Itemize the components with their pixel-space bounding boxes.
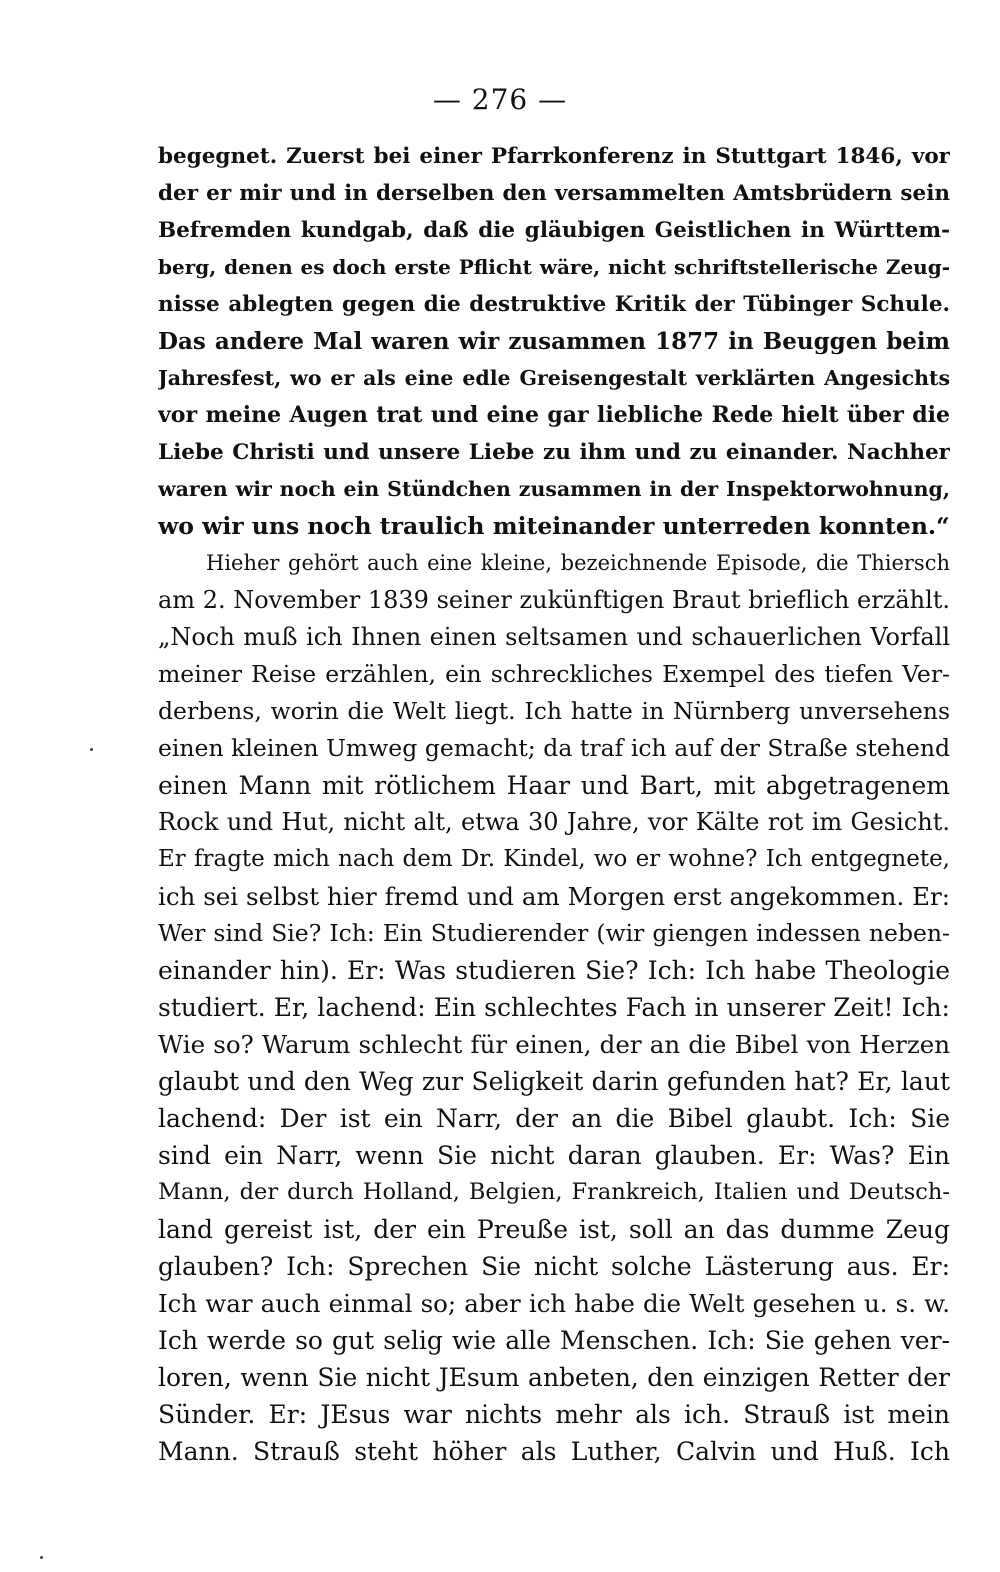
text-line: „Noch muß ich Ihnen einen seltsamen und schauerlichen Vorfall — [158, 623, 950, 651]
text-line: Wie so? Warum schlecht für einen, der an die Bibel von Herzen — [158, 1030, 950, 1059]
text-line: derbens, worin die Welt liegt. Ich hatte in Nürnberg unversehens — [158, 697, 950, 725]
text-line: Rock und Hut, nicht alt, etwa 30 Jahre, vor Kälte rot im Gesicht. — [158, 808, 950, 836]
text-line: am 2. November 1839 seiner zukünftigen Braut brieflich erzählt. — [158, 586, 950, 614]
page-number: — 276 — — [432, 83, 568, 116]
body-text — [158, 138, 950, 1470]
text-line: berg, denen es doch erste Pflicht wäre, nicht schriftstellerische Zeug- — [158, 255, 950, 279]
text-line: Er fragte mich nach dem Dr. Kindel, wo er wohne? Ich entgegnete, — [158, 846, 950, 872]
text-line: Befremden kundgab, daß die gläubigen Geistlichen in Württem- — [158, 218, 950, 243]
text-line: nisse ablegten gegen die destruktive Kritik der Tübinger Schule. — [158, 292, 950, 317]
text-line: lachend: Der ist ein Narr, der an die Bibel glaubt. Ich: Sie — [158, 1104, 950, 1133]
text-line: Ich war auch einmal so; aber ich habe die Welt gesehen u. s. w. — [158, 1289, 950, 1318]
text-line: glauben? Ich: Sprechen Sie nicht solche Lästerung aus. Er: — [158, 1252, 950, 1281]
scan-speck — [40, 1556, 43, 1559]
scan-speck — [90, 748, 93, 751]
text-line: Das andere Mal waren wir zusammen 1877 in Beuggen beim — [158, 328, 950, 355]
text-line: einen Mann mit rötlichem Haar und Bart, mit abgetragenem — [158, 771, 950, 800]
text-line: land gereist ist, der ein Preuße ist, soll an das dumme Zeug — [158, 1215, 950, 1244]
text-line: studiert. Er, lachend: Ein schlechtes Fach in unserer Zeit! Ich: — [158, 993, 950, 1022]
text-line: meiner Reise erzählen, ein schreckliches Exempel des tiefen Ver- — [158, 660, 950, 688]
text-line: waren wir noch ein Stündchen zusammen in der Inspektorwohnung, — [158, 477, 950, 501]
paragraph-start-line: Hieher gehört auch eine kleine, bezeichnende Episode, die Thiersch — [206, 551, 950, 575]
text-line: Ich werde so gut selig wie alle Menschen. Ich: Sie gehen ver- — [158, 1326, 950, 1355]
text-line: einander hin). Er: Was studieren Sie? Ich: Ich habe Theologie — [158, 956, 950, 985]
text-line: ich sei selbst hier fremd und am Morgen erst angekommen. Er: — [158, 882, 950, 911]
text-line: der er mir und in derselben den versammelten Amtsbrüdern sein — [158, 181, 950, 206]
text-line: wo wir uns noch traulich miteinander unterreden konnten.“ — [158, 512, 950, 540]
text-line: Mann, der durch Holland, Belgien, Frankreich, Italien und Deutsch- — [158, 1179, 950, 1205]
text-line: loren, wenn Sie nicht JEsum anbeten, den einzigen Retter der — [158, 1363, 950, 1392]
text-line: begegnet. Zuerst bei einer Pfarrkonferenz in Stuttgart 1846, vor — [158, 144, 950, 169]
text-line: vor meine Augen trat und eine gar liebliche Rede hielt über die — [158, 402, 950, 428]
text-line: Wer sind Sie? Ich: Ein Studierender (wir giengen indessen neben- — [158, 919, 950, 947]
text-line: sind ein Narr, wenn Sie nicht daran glauben. Er: Was? Ein — [158, 1141, 950, 1170]
text-line: Liebe Christi und unsere Liebe zu ihm und zu einander. Nachher — [158, 440, 950, 465]
text-line: Jahresfest, wo er als eine edle Greisengestalt verklärten Angesichts — [158, 366, 950, 390]
text-line: einen kleinen Umweg gemacht; da traf ich auf der Straße stehend — [158, 734, 950, 762]
text-line: Sünder. Er: JEsus war nichts mehr als ich. Strauß ist mein — [158, 1400, 950, 1429]
text-line: glaubt und den Weg zur Seligkeit darin gefunden hat? Er, laut — [158, 1067, 950, 1096]
text-line: Mann. Strauß steht höher als Luther, Calvin und Huß. Ich — [158, 1437, 950, 1466]
